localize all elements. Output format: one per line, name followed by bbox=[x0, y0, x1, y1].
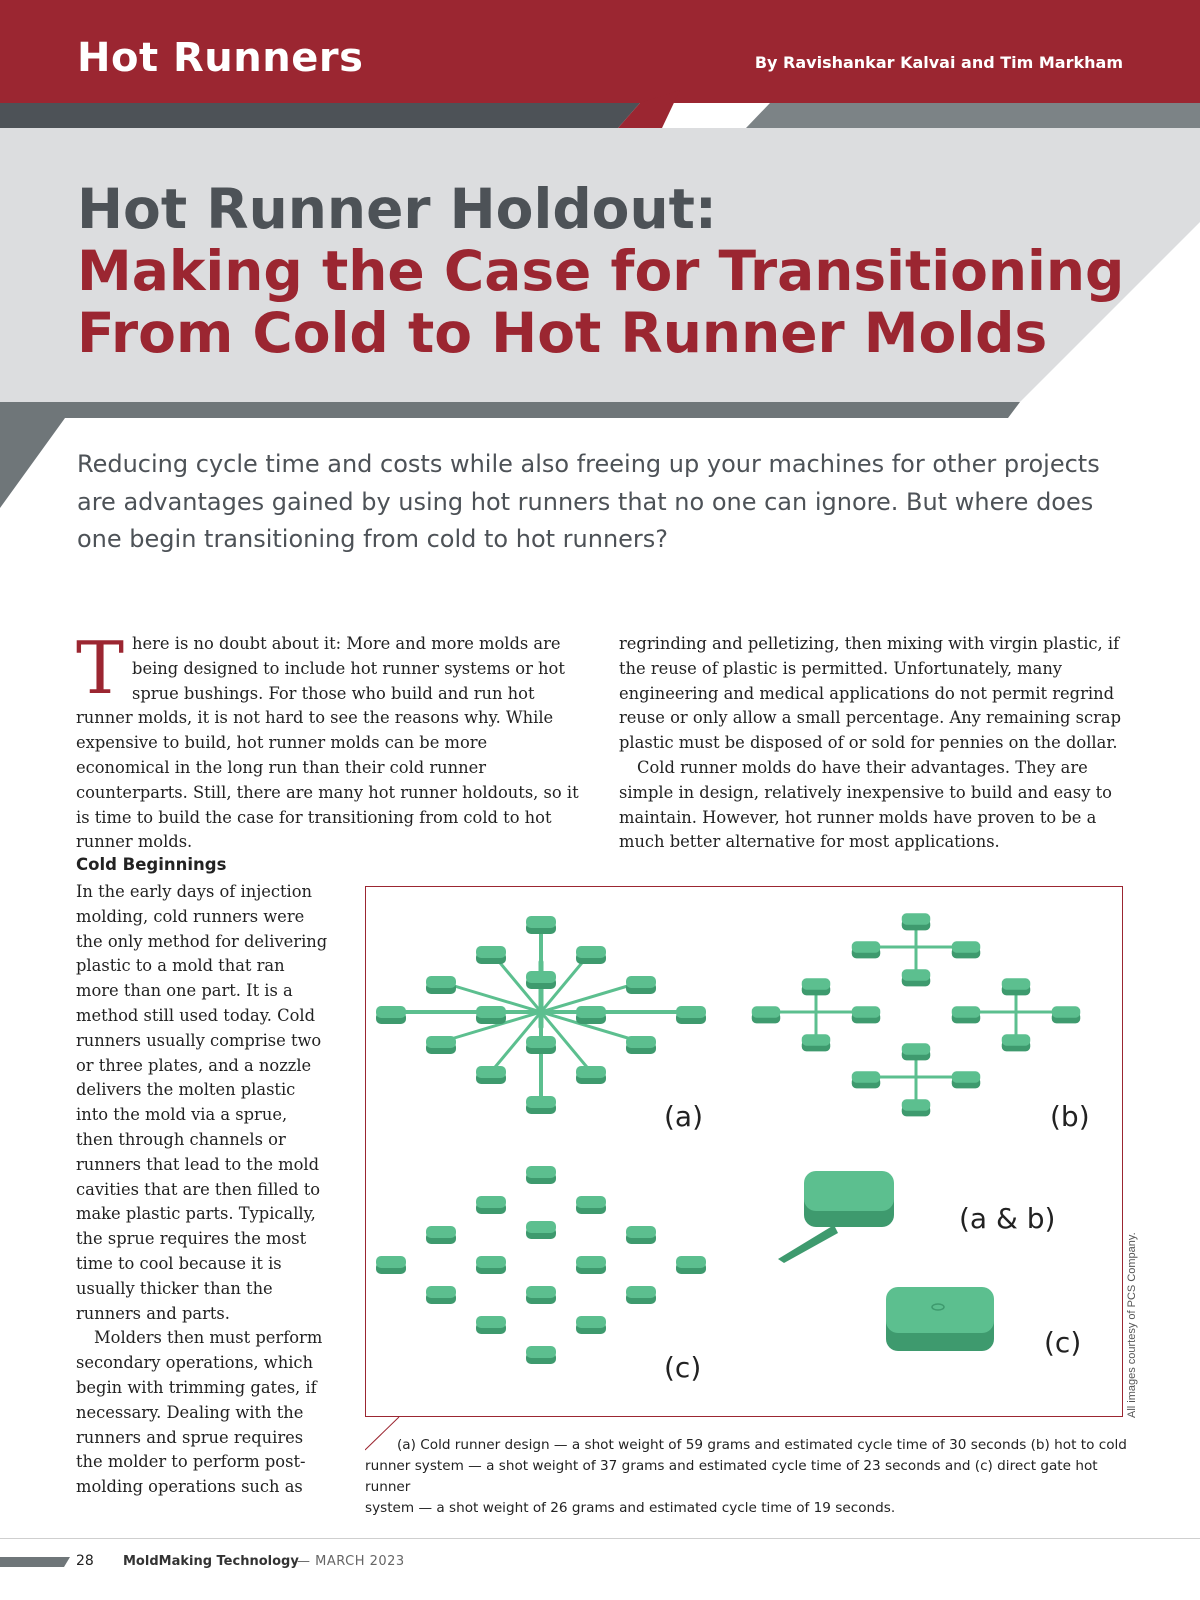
label-a: (a) bbox=[664, 1100, 704, 1133]
molded-part-top bbox=[952, 1006, 981, 1017]
molded-part-top bbox=[902, 1043, 931, 1054]
label-ab-detail: (a & b) bbox=[959, 1202, 1056, 1235]
molded-part-top bbox=[802, 1034, 831, 1045]
molded-part-top bbox=[852, 941, 881, 952]
image-credit: All images courtesy of PCS Company. bbox=[1126, 1232, 1138, 1418]
molded-part-top bbox=[576, 1196, 606, 1208]
molded-part-top bbox=[952, 941, 981, 952]
body-paragraph: regrinding and pelletizing, then mixing with virgin plastic, if the reuse of plastic is permitted. Unfortunately, many engineering and medical applications do not permit regrind reuse or only allow a small percentage. Any remaining scrap plastic must be disposed of or sold for pennies on the dollar. bbox=[619, 634, 1121, 753]
label-c-detail: (c) bbox=[1044, 1326, 1082, 1359]
molded-part-top bbox=[952, 1071, 981, 1082]
headline-line-2: Making the Case for Transitioning bbox=[77, 239, 1125, 303]
caption-line: (a) Cold runner design — a shot weight of 59 grams and estimated cycle time of 30 seconds (b) hot to cold bbox=[397, 1437, 1127, 1453]
figure-illustration bbox=[366, 887, 1122, 1416]
molded-part-top bbox=[526, 1286, 556, 1298]
molded-part-top bbox=[376, 1256, 406, 1268]
molded-part-top bbox=[376, 1006, 406, 1018]
subhead-cold-beginnings: Cold Beginnings bbox=[76, 855, 227, 874]
molded-part-top bbox=[676, 1256, 706, 1268]
deck-text: Reducing cycle time and costs while also freeing up your machines for other projects are advantages gained by using hot runners that no one can ignore. But where does one begin transitioning from cold to hot runners? bbox=[77, 450, 1100, 553]
molded-part-top bbox=[852, 1006, 881, 1017]
molded-part-top bbox=[576, 1006, 606, 1018]
molded-part-top bbox=[626, 1036, 656, 1048]
molded-part-top bbox=[426, 1036, 456, 1048]
molded-part-top bbox=[526, 1346, 556, 1358]
label-c: (c) bbox=[664, 1351, 702, 1384]
gray-stripe bbox=[746, 103, 1200, 128]
headline bbox=[77, 178, 1137, 364]
molded-part-top bbox=[476, 946, 506, 958]
body-paragraph: Cold runner molds do have their advantages. They are simple in design, relatively inexpensive to build and easy to maintain. However, hot runner molds have proven to be a much better alternative for most applications. bbox=[619, 757, 1112, 852]
detail-part-ab bbox=[804, 1171, 894, 1211]
molded-part-top bbox=[802, 978, 831, 989]
molded-part-top bbox=[476, 1256, 506, 1268]
runner-stub bbox=[778, 1225, 838, 1263]
molded-part-top bbox=[752, 1006, 781, 1017]
headline-line-3: From Cold to Hot Runner Molds bbox=[77, 301, 1048, 365]
molded-part-top bbox=[626, 1286, 656, 1298]
dark-stripe bbox=[0, 103, 640, 128]
molded-part-top bbox=[1002, 1034, 1031, 1045]
molded-part-top bbox=[526, 1036, 556, 1048]
molded-part-top bbox=[526, 971, 556, 983]
footer-divider bbox=[0, 1538, 1200, 1539]
molded-part-top bbox=[902, 913, 931, 924]
molded-part-top bbox=[476, 1196, 506, 1208]
issue-date: — MARCH 2023 bbox=[297, 1554, 405, 1569]
molded-part-top bbox=[626, 976, 656, 988]
body-paragraph: In the early days of injection molding, cold runners were the only method for delivering plastic to a mold that ran more than one part. It is a method still used today. Cold runners usually comprise two or three plates, and a nozzle delivers the molten plastic into the mold via a sprue, then through channels or runners that lead to the mold cavities that are then filled to make plastic parts. Typically, the sprue requires the most time to cool because it is usually thicker than the runners and parts. bbox=[76, 882, 328, 1323]
byline: By Ravishankar Kalvai and Tim Markham bbox=[754, 53, 1123, 72]
molded-part-top bbox=[576, 946, 606, 958]
figure-caption bbox=[365, 1435, 1127, 1519]
molded-part-top bbox=[476, 1006, 506, 1018]
molded-part-top bbox=[626, 1226, 656, 1238]
publication-name: MoldMaking Technology bbox=[123, 1554, 299, 1569]
molded-part-top bbox=[476, 1316, 506, 1328]
molded-part-top bbox=[576, 1256, 606, 1268]
molded-part-top bbox=[426, 976, 456, 988]
molded-part-top bbox=[676, 1006, 706, 1018]
molded-part-top bbox=[576, 1066, 606, 1078]
cold-beginnings-text bbox=[76, 880, 328, 1500]
molded-part-top bbox=[426, 1226, 456, 1238]
molded-part-top bbox=[526, 1221, 556, 1233]
label-b: (b) bbox=[1050, 1100, 1090, 1133]
molded-part-top bbox=[426, 1286, 456, 1298]
molded-part-top bbox=[902, 1099, 931, 1110]
runner-comparison-figure bbox=[365, 886, 1123, 1417]
molded-part-top bbox=[526, 1096, 556, 1108]
molded-part-top bbox=[902, 969, 931, 980]
headline-line-1: Hot Runner Holdout: bbox=[77, 177, 717, 241]
body-paragraph: Molders then must perform secondary operations, which begin with trimming gates, if necessary. Dealing with the runners and sprue requires the molder to perform post-molding operations such as bbox=[76, 1328, 323, 1497]
column-2-text bbox=[619, 632, 1124, 855]
molded-part-top bbox=[852, 1071, 881, 1082]
caption-line: system — a shot weight of 26 grams and estimated cycle time of 19 seconds. bbox=[365, 1500, 896, 1516]
molded-part-top bbox=[526, 1166, 556, 1178]
caption-line: runner system — a shot weight of 37 grams and estimated cycle time of 23 seconds and (c) direct gate hot runner bbox=[365, 1458, 1098, 1495]
molded-part-top bbox=[576, 1316, 606, 1328]
molded-part-top bbox=[476, 1066, 506, 1078]
footer-accent bbox=[0, 1557, 70, 1567]
intro-text: here is no doubt about it: More and more molds are being designed to include hot runner systems or hot sprue bushings. For those who build and run hot runner molds, it is not hard to see the reasons why. While expensive to build, hot runner molds can be more economical in the long run than their cold runner counterparts. Still, there are many hot runner holdouts, so it is time to build the case for transitioning from cold to hot runner molds. bbox=[76, 634, 579, 852]
section-title: Hot Runners bbox=[77, 35, 364, 81]
molded-part-top bbox=[1052, 1006, 1081, 1017]
molded-part-top bbox=[526, 916, 556, 928]
molded-part-top bbox=[1002, 978, 1031, 989]
page-number: 28 bbox=[76, 1553, 94, 1569]
intro-paragraph bbox=[76, 626, 584, 855]
drop-cap: T bbox=[76, 626, 125, 710]
